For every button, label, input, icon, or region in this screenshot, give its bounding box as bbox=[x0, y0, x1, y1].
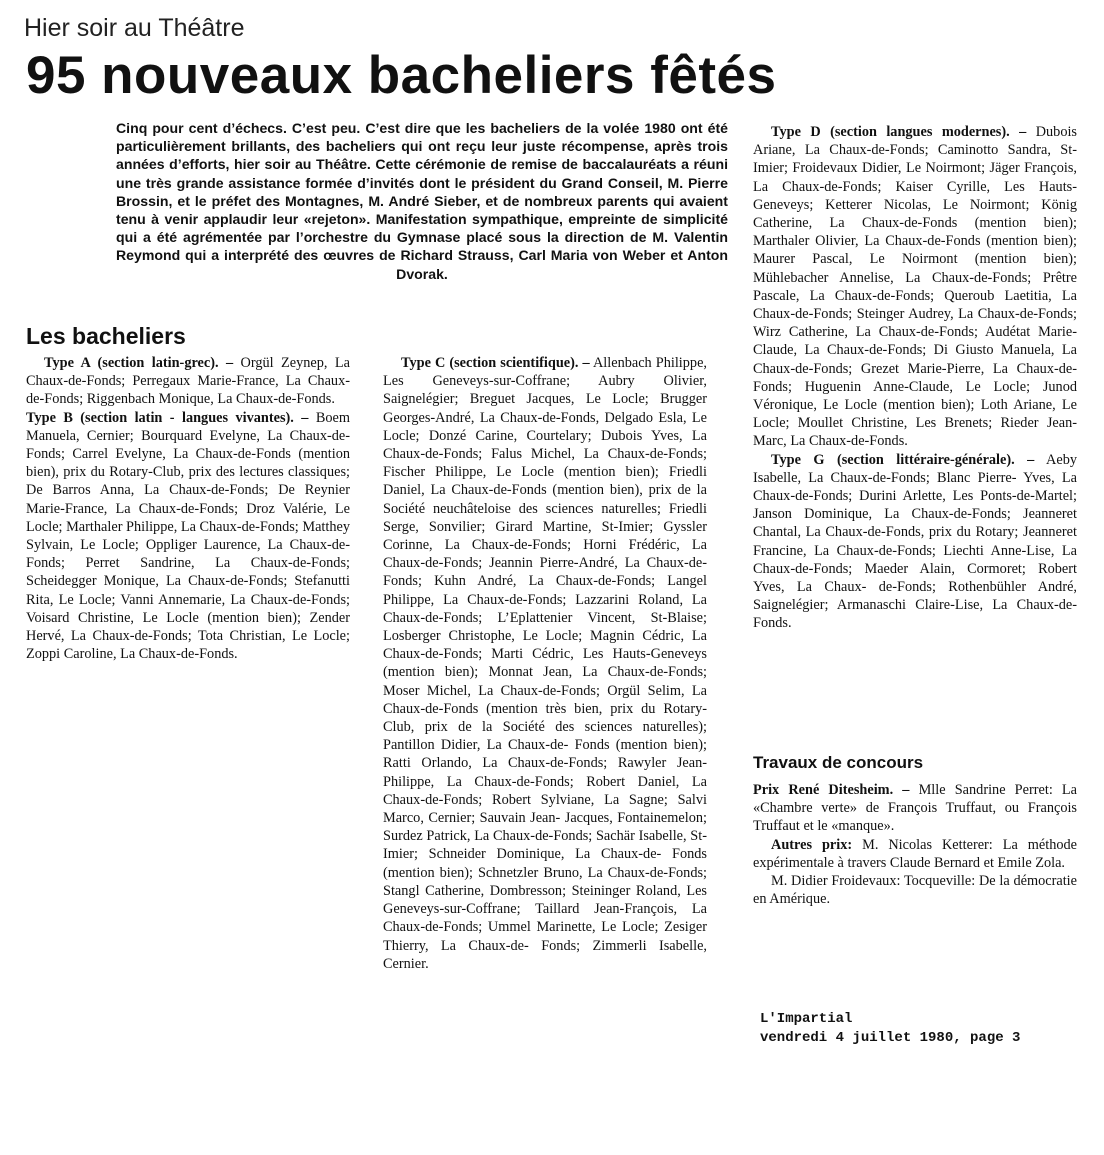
headline: 95 nouveaux bacheliers fêtés bbox=[26, 46, 777, 105]
source-credit bbox=[760, 1010, 1020, 1048]
section-title: Les bacheliers bbox=[26, 323, 186, 349]
type-b-text: Boem Manuela, Cernier; Bourquard Evelyne, La Chaux-de-Fonds; Carrel Evelyne, La Chaux-de-Fonds (mention bien), prix du Rotary-Club, prix des lectures classiques; De Barros Anna, La Chaux-de-Fonds; De Reynier Marie-France, La Chaux-de-Fonds; Droz Valérie, Le Locle; Marthaler Philippe, La Chaux-de-Fonds; Matthey Sylvain, Le Locle; Oppliger Laurence, La Chaux-de-Fonds; Perret Sandrine, La Chaux-de-Fonds; Scheidegger Monique, La Chaux-de-Fonds; Stefanutti Rita, Le Locle; Vanni Annemarie, La Chaux-de-Fonds; Voisard Christine, Le Locle (mention bien); Zender Hervé, La Chaux-de-Fonds; Tota Christian, Le Locle; Zoppi Caroline, La Chaux-de-Fonds. bbox=[26, 409, 350, 663]
type-b-paragraph bbox=[26, 409, 350, 664]
type-c-title: Type C (section scientifique). – bbox=[401, 355, 590, 371]
type-d-paragraph bbox=[753, 123, 1077, 451]
type-b-title: Type B (section latin - langues vivantes). – bbox=[26, 409, 309, 426]
column-1 bbox=[26, 354, 350, 663]
type-a-paragraph bbox=[26, 354, 350, 409]
type-d-title: Type D (section langues modernes). – bbox=[771, 124, 1027, 140]
autres-prix-paragraph bbox=[753, 836, 1077, 872]
type-c-text: Allenbach Philippe, Les Geneveys-sur-Coffrane; Aubry Olivier, Saignelégier; Breguet Jacques, Le Locle; Brugger Georges-André, La Chaux-de-Fonds, Delgado Esla, Le Locle; Donzé Carine, Courtelary; Dubois Yves, La Chaux-de-Fonds; Falus Michel, La Chaux-de-Fonds; Fischer Philippe, Le Locle (mention bien); Friedli Daniel, La Chaux-de-Fonds (mention bien), prix de la Société neuchâteloise des sciences naturelles; Friedli Serge, Sonvilier; Girard Martine, St-Imier; Gyssler Corinne, La Chaux-de-Fonds; Horni Frédéric, La Chaux-de-Fonds; Jeannin Pierre-André, La Chaux-de-Fonds; Kuhn André, La Chaux-de-Fonds; Langel Philippe, La Chaux-de-Fonds; Lazzarini Roland, La Chaux-de-Fonds; L’Eplattenier Vincent, St-Blaise; Losberger Christophe, Le Locle; Magnin Cédric, La Chaux-de-Fonds; Marti Cédric, Les Hauts-Geneveys (mention bien); Monnat Jean, La Chaux-de-Fonds; Moser Michel, La Chaux-de-Fonds; Orgül Selim, La Chaux-de-Fonds (mention très bien, prix du Rotary-Club, prix de la Société des sciences naturelles); Pantillon Didier, La Chaux-de- Fonds (mention bien); Ratti Orlando, La Chaux-de-Fonds; Rawyler Jean-Philippe, La Chaux-de-Fonds; Robert Daniel, La Chaux-de-Fonds; Robert Sylviane, La Sagne; Salvi Marco, Cernier; Sauvain Jean- Jacques, Fontainemelon; Surdez Patrick, La Chaux-de-Fonds; Sachär Isabelle, St- Imier; Schneider Dominique, La Chaux-de- Fonds (mention bien); Schnetzler Bruno, La Chaux-de-Fonds; Stangl Catherine, Dombresson; Steininger Roland, Les Geneveys-sur-Coffrane; Taillard Jean-François, La Chaux-de-Fonds; Ummel Marinette, Le Locle; Zesiger Thierry, La Chaux-de- Fonds; Zimmerli Isabelle, Cernier. bbox=[383, 355, 707, 972]
column-2 bbox=[383, 354, 707, 973]
didier-paragraph: M. Didier Froidevaux: Tocqueville: De la démocratie en Amérique. bbox=[753, 873, 1077, 908]
autres-prix-label: Autres prix: bbox=[771, 836, 853, 853]
autres-prix-text: M. Nicolas Ketterer: La méthode expérimentale à travers Claude Bernard et Emile Zola. bbox=[753, 836, 1077, 871]
type-c-paragraph bbox=[383, 354, 707, 973]
type-a-title: Type A (section latin-grec). – bbox=[44, 355, 234, 371]
prix-rene-label: Prix René Ditesheim. – bbox=[753, 782, 910, 798]
prix-rene-text: Mlle Sandrine Perret: La «Chambre verte» de François Truffaut, ou François Truffaut et le «manque». bbox=[753, 782, 1078, 835]
travaux-body bbox=[753, 781, 1077, 908]
type-g-text: Aeby Isabelle, La Chaux-de-Fonds; Blanc Pierre- Yves, La Chaux-de-Fonds; Durini Arlette, Les Ponts-de-Martel; Janson Dominique, La Chaux-de-Fonds; Jeanneret Chantal, La Chaux-de-Fonds, prix du Rotary; Jeanneret Francine, La Chaux-de-Fonds; Liechti Anne-Lise, La Chaux-de-Fonds; Maeder Alain, Cormoret; Robert Yves, La Chaux- de-Fonds; Rothenbühler André, Saignelégier; Armanaschi Claire-Lise, La Chaux-de- Fonds. bbox=[753, 451, 1077, 632]
prix-rene-paragraph bbox=[753, 781, 1077, 836]
credit-line-1: L'Impartial bbox=[760, 1011, 853, 1027]
column-3 bbox=[753, 123, 1077, 633]
type-g-title: Type G (section littéraire-générale). – bbox=[771, 451, 1035, 468]
lead-paragraph: Cinq pour cent d’échecs. C’est peu. C’est dire que les bacheliers de la volée 1980 ont été particulièrement brillants, des bacheliers qui ont reçu leur juste récompense, après trois années d’efforts, hier soir au Théâtre. Cette cérémonie de remise de baccalauréats a réuni une très grande assistance formée d’invités dont le président du Grand Conseil, M. Pierre Brossin, et le préfet des Montagnes, M. André Sieber, et de nombreux parents qui avaient tenu à venir applaudir leur «rejeton». Manifestation sympathique, empreinte de simplicité qui a été agrémentée par l’orchestre du Gymnase placé sous la direction de M. Valentin Reymond qui a interprété des œuvres de Richard Strauss, Carl Maria von Weber et Anton Dvorak. bbox=[116, 120, 728, 282]
kicker: Hier soir au Théâtre bbox=[24, 14, 245, 42]
type-d-text: Dubois Ariane, La Chaux-de-Fonds; Caminotto Sandra, St-Imier; Froidevaux Didier, Le Noirmont; Jäger François, La Chaux-de-Fonds; Kaiser Cyrille, Les Hauts-Geneveys; Ketterer Nicolas, Le Noirmont; König Catherine, La Chaux-de-Fonds (mention bien); Marthaler Olivier, La Chaux-de-Fonds (mention bien); Maurer Pascal, Le Noirmont (mention bien); Mühlebacher Annelise, La Chaux-de-Fonds; Prêtre Pascale, La Chaux-de-Fonds; Queroub Laetitia, La Chaux-de-Fonds; Steinger Audrey, La Chaux-de-Fonds; Wirz Catherine, La Chaux-de-Fonds; Audétat Marie-Claude, La Chaux-de-Fonds; Di Giusto Manuela, La Chaux-de-Fonds; Grezet Marie-Pierre, La Chaux-de-Fonds; Huguenin Anne-Claude, Le Locle; Junod Véronique, Le Locle (mention bien); Loth Ariane, Le Locle; Moullet Christine, Les Brenets; Rieder Jean-Marc, La Chaux-de-Fonds. bbox=[753, 124, 1077, 450]
travaux-title: Travaux de concours bbox=[753, 753, 924, 772]
type-a-text: Orgül Zeynep, La Chaux-de-Fonds; Perregaux Marie-France, La Chaux-de-Fonds; Riggenbach Monique, La Chaux-de-Fonds. bbox=[26, 355, 350, 408]
type-g-paragraph bbox=[753, 451, 1077, 633]
credit-line-2: vendredi 4 juillet 1980, page 3 bbox=[760, 1030, 1021, 1046]
